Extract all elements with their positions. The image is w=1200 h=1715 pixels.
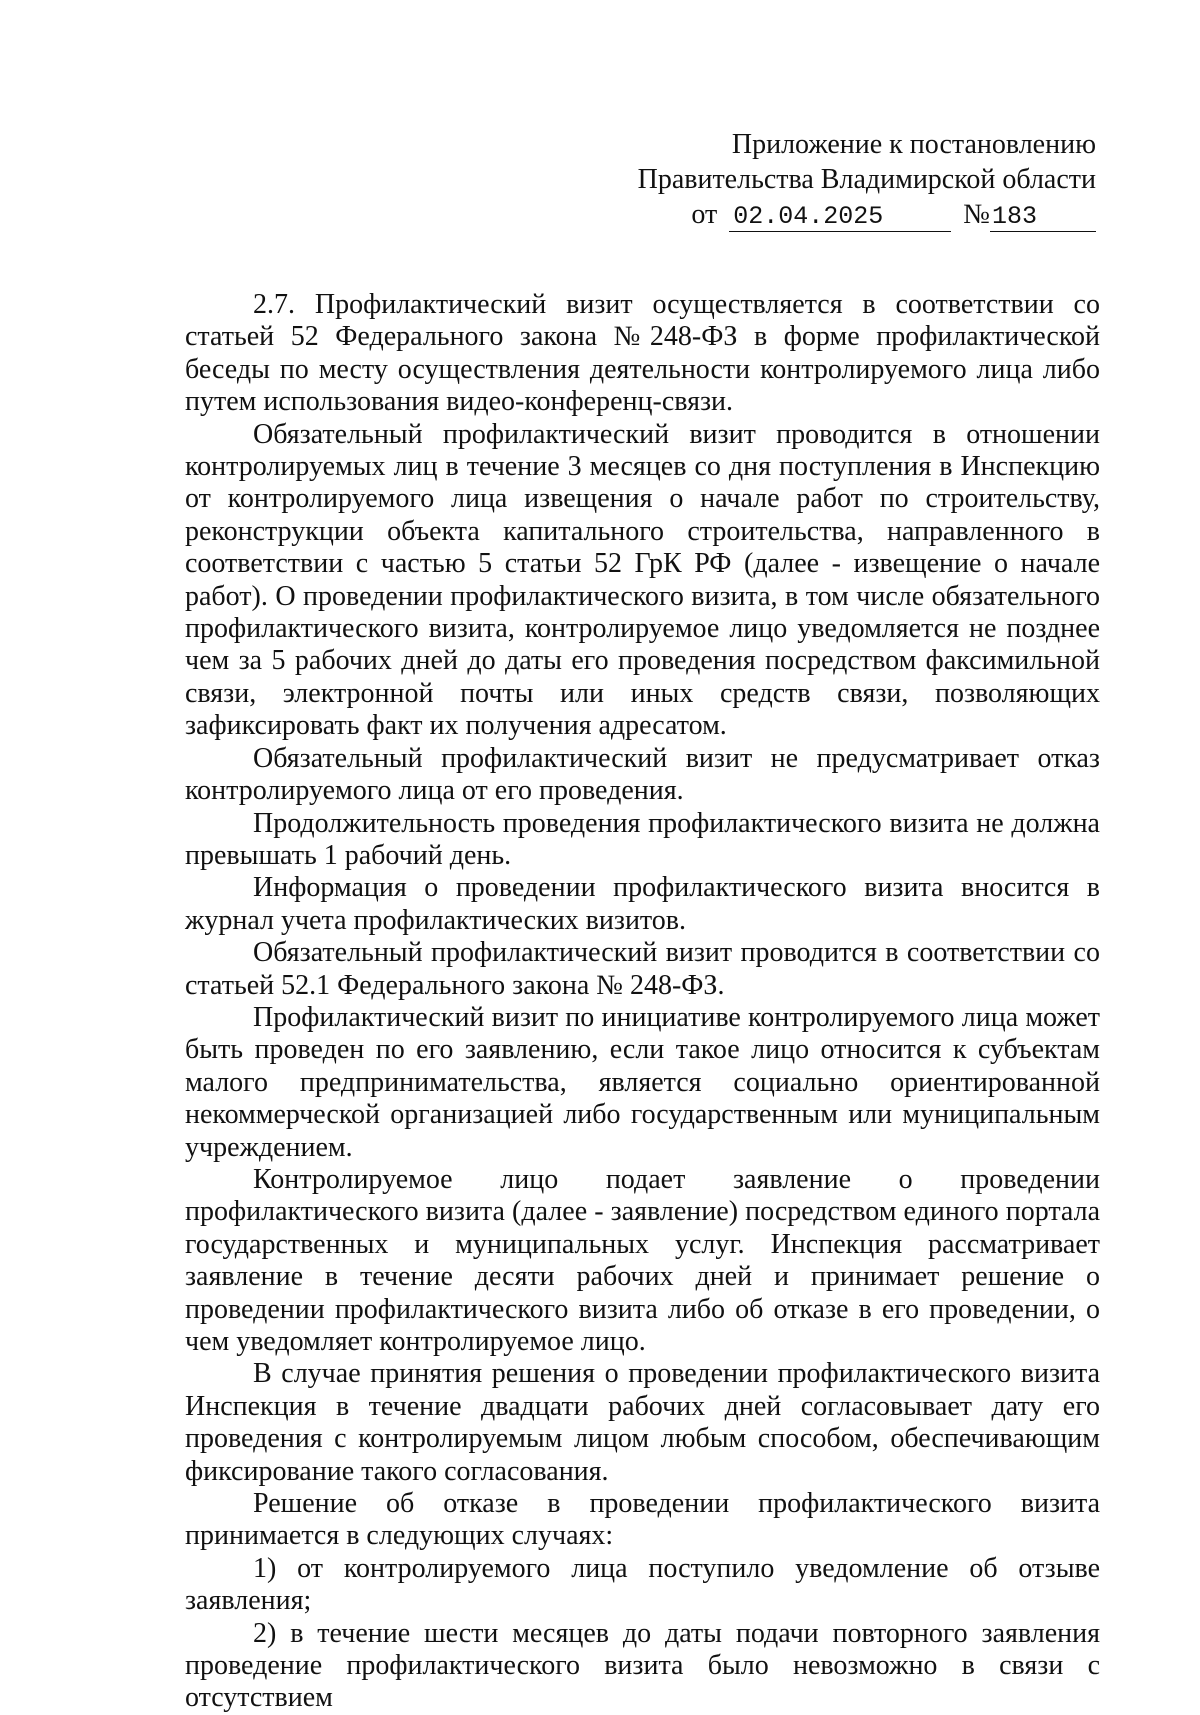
paragraph-duration: Продолжительность проведения профилактического визита не должна превышать 1 рабочий день. bbox=[185, 807, 1100, 871]
header-line-appendix: Приложение к постановлению bbox=[731, 129, 1096, 160]
number-prefix: № bbox=[963, 199, 990, 230]
paragraph-refusal-cases: Решение об отказе в проведении профилактического визита принимается в следующих случаях: bbox=[185, 1488, 1100, 1552]
resolution-number: 183 bbox=[990, 203, 1096, 232]
appendix-header bbox=[638, 127, 1096, 232]
resolution-reference bbox=[638, 197, 1096, 232]
paragraph-application: Контролируемое лицо подает заявление о проведении профилактического визита (далее - заявление) посредством единого портала государственных и муниципальных услуг. Инспекция рассматривает заявление в течение десяти рабочих дней и принимает решение о проведении профилактического визита либо об отказе в его проведении, о чем уведомляет контролируемое лицо. bbox=[185, 1163, 1100, 1357]
list-item-2: 2) в течение шести месяцев до даты подачи повторного заявления проведение профилактического визита было невозможно в связи с отсутствием bbox=[185, 1617, 1100, 1714]
paragraph-mandatory-visit: Обязательный профилактический визит проводится в отношении контролируемых лиц в течение 3 месяцев со дня поступления в Инспекцию от контролируемого лица извещения о начале работ по строительству, реконструкции объекта капитального строительства, направленного в соответствии с частью 5 статьи 52 ГрК РФ (далее - извещение о начале работ). О проведении профилактического визита, в том числе обязательного профилактического визита, контролируемое лицо уведомляется не позднее чем за 5 рабочих дней до даты его проведения посредством факсимильной связи, электронной почты или иных средств связи, позволяющих зафиксировать факт их получения адресатом. bbox=[185, 418, 1100, 742]
paragraph-article-52-1: Обязательный профилактический визит проводится в соответствии со статьей 52.1 Федерального закона № 248-ФЗ. bbox=[185, 937, 1100, 1001]
document-body bbox=[185, 289, 1100, 1715]
paragraph-date-agreement: В случае принятия решения о проведении профилактического визита Инспекция в течение двадцати рабочих дней согласовывает дату его проведения с контролируемым лицом любым способом, обеспечивающим фиксирование такого согласования. bbox=[185, 1358, 1100, 1487]
list-item-1: 1) от контролируемого лица поступило уведомление об отзыве заявления; bbox=[185, 1552, 1100, 1617]
header-line-government: Правительства Владимирской области bbox=[637, 164, 1096, 195]
paragraph-journal: Информация о проведении профилактического визита вносится в журнал учета профилактических визитов. bbox=[185, 872, 1100, 936]
date-prefix: от bbox=[691, 199, 718, 230]
paragraph-2-7: 2.7. Профилактический визит осуществляется в соответствии со статьей 52 Федерального закона №248-ФЗ в форме профилактической беседы по месту осуществления деятельности контролируемого лица либо путем использования видео-конференц-связи. bbox=[185, 289, 1100, 418]
resolution-date: 02.04.2025 bbox=[729, 203, 951, 232]
paragraph-initiative-visit: Профилактический визит по инициативе контролируемого лица может быть проведен по его заявлению, если такое лицо относится к субъектам малого предпринимательства, является социально ориентированной некоммерческой организацией либо государственным или муниципальным учреждением. bbox=[185, 1001, 1100, 1163]
paragraph-no-refusal: Обязательный профилактический визит не предусматривает отказ контролируемого лица от его проведения. bbox=[185, 742, 1100, 807]
